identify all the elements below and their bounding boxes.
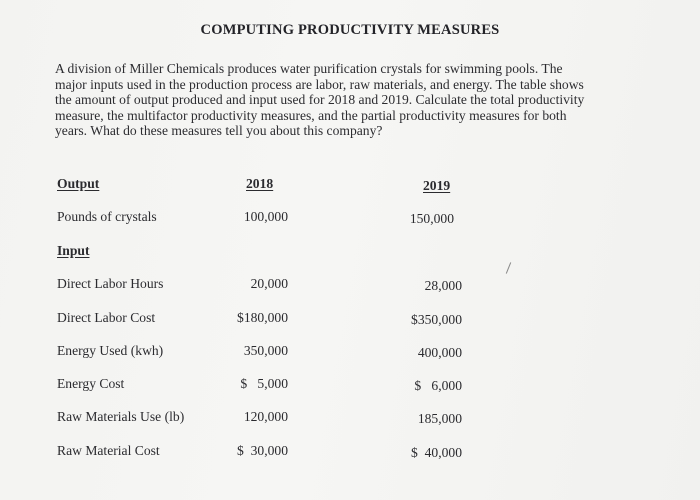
paragraph-line: the amount of output produced and input used for 2018 and 2019. Calculate the total productivity: [55, 92, 585, 108]
output-header: Output: [57, 176, 100, 191]
table-row-label: Raw Material Cost: [57, 443, 160, 458]
table-row-label: Energy Used (kwh): [57, 343, 164, 358]
table-row-label: Raw Materials Use (lb): [57, 409, 185, 424]
table-cell-2019: 28,000: [424, 278, 462, 293]
year-2018-header: 2018: [246, 176, 274, 191]
table-cell-2019: $ 40,000: [411, 445, 462, 460]
year-2019-header: 2019: [423, 178, 451, 193]
table-cell-2018: $180,000: [237, 310, 288, 325]
table-cell-2019: 400,000: [417, 345, 462, 360]
input-header: Input: [57, 243, 90, 258]
table-row-label: Direct Labor Hours: [57, 276, 164, 291]
table-cell-2018: $ 5,000: [240, 376, 288, 391]
problem-paragraph: [55, 61, 647, 139]
table-row-label: Direct Labor Cost: [57, 310, 156, 325]
table-cell-2019: 150,000: [409, 211, 454, 226]
table-cell-2018: 120,000: [243, 409, 288, 424]
table-cell-2019: $ 6,000: [414, 378, 462, 393]
table-cell-2018: 350,000: [243, 343, 288, 358]
table-cell-2019: $350,000: [411, 312, 462, 327]
paragraph-line: A division of Miller Chemicals produces water purification crystals for swimming pools. The: [55, 61, 563, 76]
table-cell-2018: 100,000: [243, 209, 288, 224]
paragraph-line: measure, the multifactor productivity measures, and the partial productivity measures for both: [55, 107, 567, 123]
page-title: COMPUTING PRODUCTIVITY MEASURES: [200, 22, 500, 38]
table-cell-2018: $ 30,000: [237, 443, 288, 458]
table-cell-2018: 20,000: [250, 276, 288, 291]
paragraph-line: years. What do these measures tell you about this company?: [55, 123, 383, 139]
pen-mark: [506, 262, 511, 274]
table-row-label: Pounds of crystals: [57, 209, 157, 224]
paragraph-line: major inputs used in the production process are labor, raw materials, and energy. The table shows: [55, 76, 584, 92]
table-row-label: Energy Cost: [57, 376, 125, 391]
table-cell-2019: 185,000: [417, 411, 462, 426]
